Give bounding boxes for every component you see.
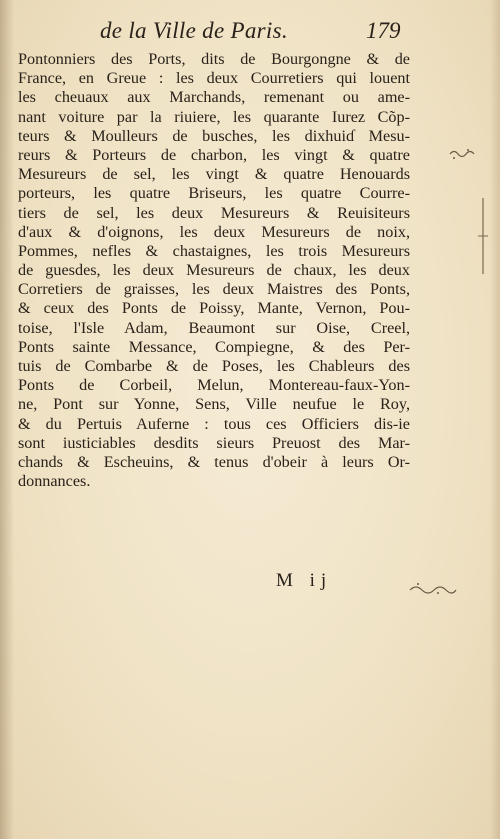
text-line: Mesureurs de sel, les vingt & quatre Henouards [18,165,410,184]
text-line: & du Pertuis Auferne : tous ces Officiers dis-ie [18,414,410,433]
text-line: d'aux & d'oignons, les deux Mesureurs de noix, [18,222,410,241]
text-line: nant voiture par la riuiere, les quarante Iurez Cõp- [18,107,410,126]
body-text [18,50,410,491]
text-line: tiers de sel, les deux Mesureurs & Reuisiteurs [18,203,410,222]
ink-bleed-mark [408,580,458,596]
text-line: toise, l'Isle Adam, Beaumont sur Oise, Creel, [18,318,410,337]
text-line: de guesdes, les deux Mesureurs de chaux, les deux [18,261,410,280]
text-line: & ceux des Ponts de Poissy, Mante, Vernon, Pou- [18,299,410,318]
text-line: sont iusticiables desdits sieurs Preuost des Mar- [18,433,410,452]
page-edge-shadow [490,0,500,839]
text-line: porteurs, les quatre Briseurs, les quatre Courre- [18,184,410,203]
text-line: Ponts de Corbeil, Melun, Montereau-faux-Yon- [18,376,410,395]
text-line: France, en Greue : les deux Courretiers qui louent [18,69,410,88]
text-line: Ponts sainte Messance, Compiegne, & des Per- [18,337,410,356]
text-line: tuis de Combarbe & de Poses, les Chableurs des [18,357,410,375]
page-number: 179 [366,18,401,43]
ink-bleed-mark [476,196,490,276]
text-line: chands & Escheuins, & tenus d'obeir à leurs Or- [18,452,410,471]
text-line: teurs & Moulleurs de busches, les dixhuiɗ Mesu- [18,126,410,145]
text-line: Pommes, nefles & chastaignes, les trois Mesureurs [18,241,410,260]
text-line: Pontonniers des Ports, dits de Bourgongne & de [18,50,410,68]
gutter-shadow [0,0,14,839]
running-head: de la Ville de Paris. [100,18,288,43]
signature-mark: M ij [276,570,333,591]
text-line: les cheuaux aux Marchands, remenant ou ame- [18,88,410,107]
text-line: Corretiers de graisses, les deux Maistres des Ponts, [18,280,410,299]
ink-bleed-mark [448,146,478,162]
text-line: ne, Pont sur Yonne, Sens, Ville neufue le Roy, [18,395,410,414]
text-line: reurs & Porteurs de charbon, les vingt & quatre [18,145,410,164]
text-line: donnances. [18,472,91,491]
